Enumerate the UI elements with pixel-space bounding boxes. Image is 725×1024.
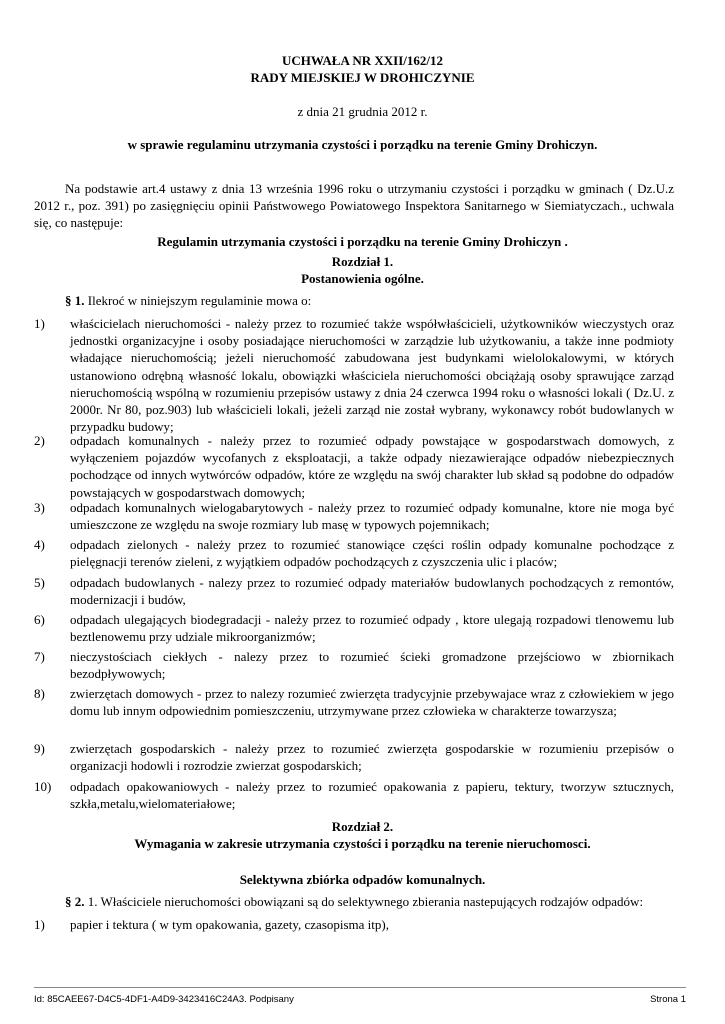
list-number: 6): [34, 612, 45, 627]
list-text: zwierzętach domowych - przez to nalezy rozumieć zwierzęta tradycyjnie przebywajace wraz z człowiekiem w jego domu lub innym odpowiednim pomieszczeniu, utrzymywane przez człowieka w charakterze towarzysza;: [70, 686, 674, 719]
resolution-subject: w sprawie regulaminu utrzymania czystości i porządku na terenie Gminy Drohiczyn.: [127, 137, 598, 152]
list-item: [34, 432, 674, 501]
list-text: nieczystościach ciekłych - nalezy przez to rozumieć ścieki gromadzone przejściowo w zbiornikach bezodpływowych;: [70, 649, 674, 682]
list-number: 5): [34, 575, 45, 590]
resolution-date: z dnia 21 grudnia 2012 r.: [297, 104, 428, 119]
list-text: odpadach komunalnych wielogabarytowych - należy przez to rozumieć odpady komunalne, ktore nie moga być umieszczone ze względu na swoje rozmiary lub masę w typowych pojemnikach;: [70, 500, 674, 533]
chapter2-title: Wymagania w zakresie utrzymania czystości i porządku na terenie nieruchomosci.: [134, 836, 591, 851]
regulation-title: Regulamin utrzymania czystości i porządku na terenie Gminy Drohiczyn .: [157, 234, 568, 249]
list-item: [34, 499, 674, 533]
list-text: odpadach ulegających biodegradacji - należy przez to rozumieć odpady , ktore ulegają rozpadowi tlenowemu lub beztlenowemu przy udziale mikroorganizmów;: [70, 612, 674, 645]
list-item: [34, 648, 674, 682]
section1-label: § 1.: [65, 293, 85, 308]
section2-intro: 1. Właściciele nieruchomości obowiązani są do selektywnego zbierania nastepujących rodzajów odpadów:: [84, 894, 644, 909]
list-item: [34, 315, 674, 435]
section1-paragraph: [34, 292, 674, 309]
list-item: [34, 574, 674, 608]
page-number: Strona 1: [650, 994, 686, 1005]
list-text: odpadach komunalnych - należy przez to rozumieć odpady powstające w gospodarstwach domowych, z wyłączeniem pojazdów wycofanych z eksploatacji, a także odpady niezawierające odpadów niebezpiecznych pochodzące od innych wytwórców odpadów, które ze względu na swój charakter lub skład są podobne do odpadów powstających w gospodarstwach domowych;: [70, 433, 674, 500]
list-text: odpadach zielonych - należy przez to rozumieć stanowiące części roślin odpady komunalne pochodzące z pielęgnacji terenów zieleni, z wyjątkiem odpadów pochodzących z czyszczenia ulic i placów;: [70, 537, 674, 570]
list-item: [34, 685, 674, 719]
list-number: 3): [34, 500, 45, 515]
chapter2-number: Rozdział 2.: [331, 819, 394, 834]
list-text: odpadach budowlanych - nalezy przez to rozumieć odpady materiałów budowlanych pochodzących z remontów, modernizacji i budów,: [70, 575, 674, 608]
list-number: 9): [34, 741, 45, 756]
preamble: Na podstawie art.4 ustawy z dnia 13 września 1996 roku o utrzymaniu czystości i porządku w gminach ( Dz.U.z 2012 r., poz. 391) po zasięgnięciu opinii Państwowego Powiatowego Inspektora Sanitarnego w Siemiatyczach., uchwala się, co następuje:: [34, 181, 674, 231]
section2-paragraph: [34, 893, 674, 910]
list-number: 1): [34, 316, 45, 331]
chapter1-number: Rozdział 1.: [331, 254, 394, 269]
list-number: 4): [34, 537, 45, 552]
list-item: [34, 536, 674, 570]
resolution-title: UCHWAŁA NR XXII/162/12: [281, 53, 444, 68]
list-text: papier i tektura ( w tym opakowania, gazety, czasopisma itp),: [70, 917, 389, 932]
council-name: RADY MIEJSKIEJ W DROHICZYNIE: [250, 70, 475, 85]
subheading: Selektywna zbiórka odpadów komunalnych.: [239, 872, 486, 887]
list-item: [34, 740, 674, 774]
list-item: [34, 611, 674, 645]
list-number: 7): [34, 649, 45, 664]
list-number: 8): [34, 686, 45, 701]
document-id: Id: 85CAEE67-D4C5-4DF1-A4D9-3423416C24A3. Podpisany: [34, 994, 294, 1005]
list-number: 1): [34, 917, 45, 932]
list-item: [34, 916, 674, 933]
footer-divider: [34, 987, 686, 988]
list-number: 10): [34, 779, 52, 794]
section1-intro: Ilekroć w niniejszym regulaminie mowa o:: [84, 293, 312, 308]
list-item: [34, 778, 674, 812]
list-text: zwierzętach gospodarskich - należy przez to rozumieć zwierzęta gospodarskie w rozumieniu przepisów o organizacji hodowli i rozrodzie zwierzat gospodarskich;: [70, 741, 674, 774]
list-text: właścicielach nieruchomości - należy przez to rozumieć także współwłaścicieli, użytkowników wieczystych oraz jednostki organizacyjne i osoby posiadające nieruchomości w zarządzie lub użytkowaniu, a także inne podmioty władające nieruchomością; jeżeli nieruchomość zabudowana jest budynkami wielolokalowymi, w których ustanowiono odrębną własność lokalu, obowiązki właściciela nieruchomości obciążają osoby sprawujące zarząd nieruchomością wspólną w rozumieniu przepisów ustawy z dnia 24 czerwca 1994 roku o własności lokali ( Dz.U. z 2000r. Nr 80, poz.903) lub właścicieli lokali, jeżeli zarząd nie został wybrany, wykonawcy robót budowlanych w przypadku budowy;: [70, 316, 674, 435]
chapter1-title: Postanowienia ogólne.: [301, 271, 424, 286]
list-text: odpadach opakowaniowych - należy przez to rozumieć opakowania z papieru, tektury, tworzyw sztucznych, szkła,metalu,wielomateriałowe;: [70, 779, 674, 812]
list-number: 2): [34, 433, 45, 448]
section2-label: § 2.: [65, 894, 85, 909]
